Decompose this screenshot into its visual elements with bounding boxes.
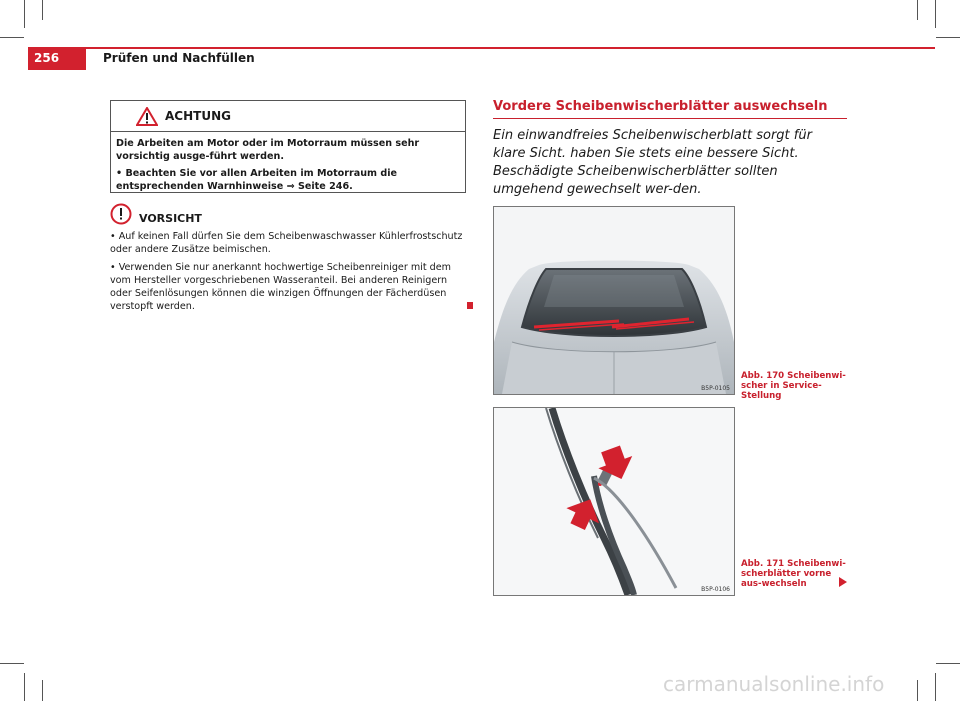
main-heading: Vordere Scheibenwischerblätter auswechseln: [493, 99, 828, 114]
caution-body: [110, 230, 466, 318]
crop-mark: [24, 0, 25, 28]
figure-wiper-service-position: [493, 206, 735, 395]
crop-mark: [936, 663, 960, 664]
crop-mark: [0, 663, 24, 664]
caution-bullet: • Verwenden Sie nur anerkannt hochwertige Scheibenreiniger mit dem vom Hersteller vorgeschriebenen Wasseranteil. Bei anderen Reinigern oder Seifenlösungen können die winzigen Öffnungen der Fächerdüsen verstopft werden.: [110, 262, 451, 312]
caution-title: VORSICHT: [139, 212, 202, 225]
heading-rule: [493, 118, 847, 119]
crop-mark: [917, 680, 918, 701]
wiper-blade-illustration: [494, 408, 734, 595]
warning-header: [111, 101, 465, 132]
intro-text: Ein einwandfreies Scheibenwischerblatt sorgt für klare Sicht. haben Sie stets eine bessere Sicht. Beschädigte Scheibenwischerblätter sollten umgehend gewechselt wer-den.: [493, 128, 812, 197]
caution-bullet: • Auf keinen Fall dürfen Sie dem Scheibenwaschwasser Kühlerfrostschutz oder andere Zusätze beimischen.: [110, 231, 463, 255]
car-front-illustration: [494, 207, 734, 394]
warning-body: [111, 132, 465, 193]
watermark: carmanualsonline.info: [663, 672, 885, 696]
crop-mark: [935, 0, 936, 28]
warning-title: ACHTUNG: [165, 109, 231, 123]
section-end-marker: [467, 302, 473, 309]
crop-mark: [42, 0, 43, 20]
crop-mark: [42, 680, 43, 701]
figure-wiper-blade-replace: [493, 407, 735, 596]
warning-paragraph: Die Arbeiten am Motor oder im Motorraum müssen sehr vorsichtig ausge-führt werden.: [116, 138, 420, 162]
crop-mark: [935, 673, 936, 701]
warning-bullet: • Beachten Sie vor allen Arbeiten im Motorraum die entsprechenden Warnhinweise ⇒ Seite 246.: [116, 168, 398, 192]
warning-box: [110, 100, 466, 193]
crop-mark: [0, 37, 24, 38]
figure-code: B5P-0106: [701, 586, 730, 593]
crop-mark: [936, 37, 960, 38]
caution-icon: [110, 203, 132, 229]
section-title: Prüfen und Nachfüllen: [103, 51, 255, 65]
figure-code: B5P-0105: [701, 385, 730, 392]
continue-arrow-icon: [839, 577, 847, 587]
page-number: 256: [34, 51, 60, 65]
crop-mark: [24, 673, 25, 701]
warning-triangle-icon: [136, 107, 158, 130]
header-rule: [28, 47, 935, 49]
figure-caption: Abb. 170 Scheibenwi-scher in Service-Stellung: [741, 371, 846, 401]
crop-mark: [917, 0, 918, 20]
figure-caption: Abb. 171 Scheibenwi-scherblätter vorne aus-wechseln: [741, 559, 846, 589]
